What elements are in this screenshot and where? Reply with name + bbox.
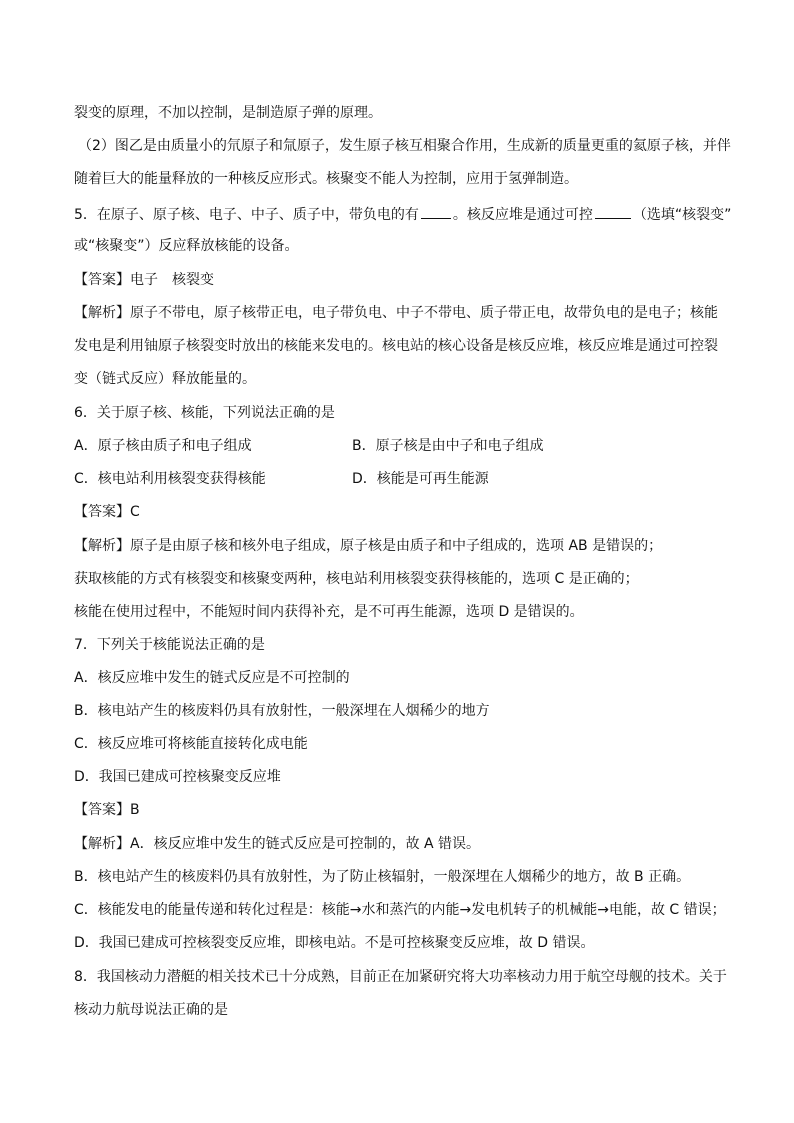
q6-answer [74,502,140,522]
prev-paragraph-2-line-2: 随着巨大的能量释放的一种核反应形式。核聚变不能人为控制，应用于氢弹制造。 [74,171,578,187]
q8-stem-line-1: 8．我国核动力潜艇的相关技术已十分成熟，目前正在加紧研究将大功率核动力用于航空母舰的技术。关于 [74,969,727,985]
q6-analysis-line-3: 核能在使用过程中，不能短时间内获得补充，是不可再生能源，选项 D 是错误的。 [74,604,584,620]
q8-stem-line-2: 核动力航母说法正确的是 [74,1002,228,1018]
q5-analysis-line-1 [74,303,718,323]
q6-option-c: C．核电站利用核裂变获得核能 [74,471,266,487]
q7-option-a: A．核反应堆中发生的链式反应是不可控制的 [74,670,350,686]
q7-option-d: D．我国已建成可控核聚变反应堆 [74,769,281,785]
q7-analysis-line-d: D．我国已建成可控核裂变反应堆，即核电站。不是可控核聚变反应堆，故 D 错误。 [74,935,595,951]
q6-answer-value: C [130,504,140,520]
q7-analysis-line-c: C．核能发电的能量传递和转化过程是：核能→水和蒸汽的内能→发电机转子的机械能→电能，故 C 错误； [74,902,726,918]
q7-answer [74,800,140,820]
q5-analysis-line-2: 发电是利用铀原子核裂变时放出的核能来发电的。核电站的核心设备是核反应堆，核反应堆是通过可控裂 [74,338,718,354]
prev-paragraph-2-line-1: （2）图乙是由质量小的氘原子和氚原子，发生原子核互相聚合作用，生成新的质量更重的氦原子核，并伴 [78,138,731,154]
q5-answer-2: 核裂变 [172,272,214,288]
q7-analysis-line-b: B．核电站产生的核废料仍具有放射性，为了防止核辐射，一般深埋在人烟稀少的地方，故 B 正确。 [74,869,691,885]
q6-option-a: A．原子核由质子和电子组成 [74,438,252,454]
q5-stem-line-1 [74,204,731,224]
q5-answer-label: 【答案】 [74,272,130,288]
q5-stem-line-2: 或“核聚变”）反应释放核能的设备。 [74,238,299,254]
q7-analysis-label: 【解析】 [74,836,130,852]
q5-blank-2 [595,204,631,219]
prev-text-line: 裂变的原理，不加以控制，是制造原子弹的原理。 [74,105,382,121]
q5-answer [74,270,214,290]
q6-option-d: D．核能是可再生能源 [352,471,489,487]
q5-blank-1 [421,204,451,219]
q6-analysis-label: 【解析】 [74,538,130,554]
q5-analysis-label: 【解析】 [74,305,130,321]
q5-stem-part-3: （选填“核裂变” [632,207,732,223]
q7-stem: 7．下列关于核能说法正确的是 [74,637,265,653]
q5-analysis-text-1: 原子不带电，原子核带正电，电子带负电、中子不带电、质子带正电，故带负电的是电子；核能 [130,305,718,321]
q7-answer-label: 【答案】 [74,802,130,818]
q7-answer-value: B [130,802,140,818]
q6-stem: 6．关于原子核、核能，下列说法正确的是 [74,405,335,421]
q5-stem-part-2: 。核反应堆是通过可控 [452,207,593,223]
q7-analysis-text-a: A．核反应堆中发生的链式反应是可控制的，故 A 错误。 [130,836,481,852]
q7-analysis-line-a [74,834,480,854]
q6-analysis-line-2: 获取核能的方式有核裂变和核聚变两种，核电站利用核裂变获得核能的，选项 C 是正确的； [74,571,639,587]
q6-analysis-line-1 [74,536,662,556]
q5-answer-1: 电子 [130,272,158,288]
q6-analysis-text-1: 原子是由原子核和核外电子组成，原子核是由质子和中子组成的，选项 AB 是错误的； [130,538,663,554]
q7-option-b: B．核电站产生的核废料仍具有放射性，一般深埋在人烟稀少的地方 [74,703,490,719]
q5-stem-part-1: 5．在原子、原子核、电子、中子、质子中，带负电的有 [74,207,419,223]
q6-answer-label: 【答案】 [74,504,130,520]
q6-option-b: B．原子核是由中子和电子组成 [352,438,544,454]
q7-option-c: C．核反应堆可将核能直接转化成电能 [74,736,308,752]
q5-analysis-line-3: 变（链式反应）释放能量的。 [74,371,256,387]
